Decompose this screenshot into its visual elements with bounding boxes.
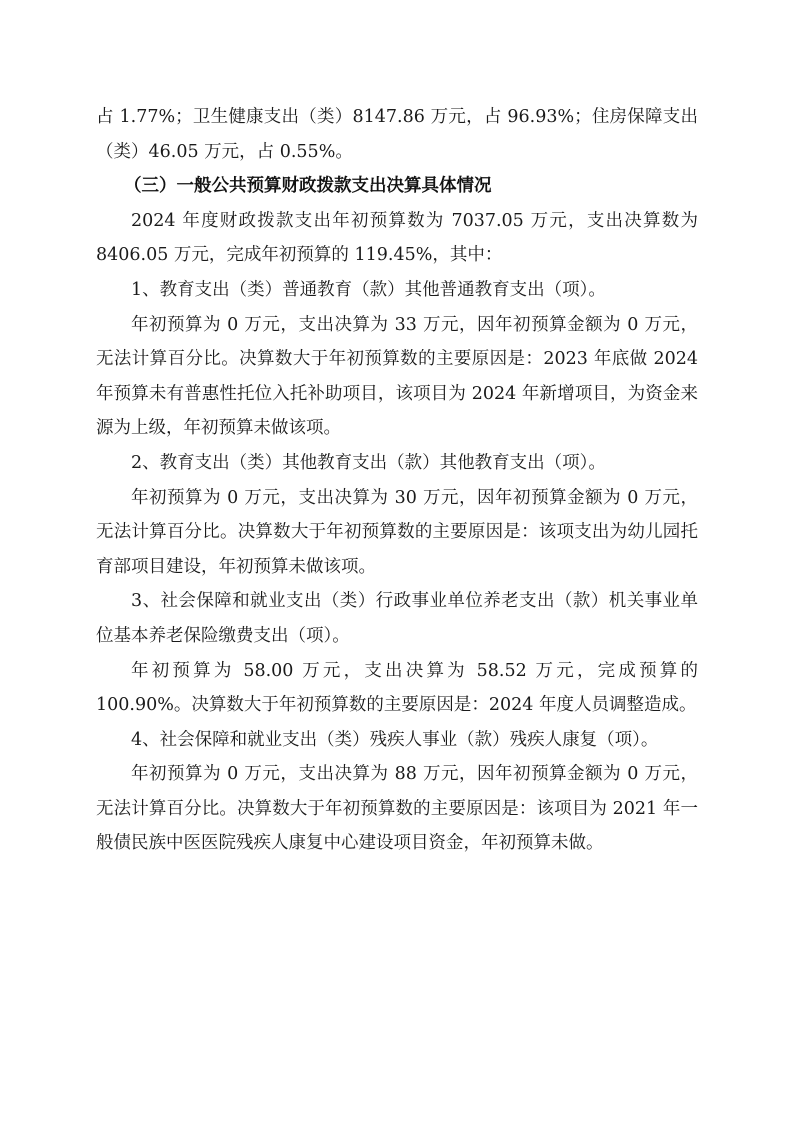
paragraph-expenditure-share: 占 1.77%；卫生健康支出（类）8147.86 万元，占 96.93%；住房保障支出（类）46.05 万元，占 0.55%。 bbox=[96, 107, 698, 162]
item-3-title: 3、社会保障和就业支出（类）行政事业单位养老支出（款）机关事业单位基本养老保险缴费支出（项）。 bbox=[96, 591, 698, 646]
item-2-detail: 年初预算为 0 万元，支出决算为 30 万元，因年初预算金额为 0 万元，无法计算百分比。决算数大于年初预算数的主要原因是：该项支出为幼儿园托育部项目建设，年初预算未做该项。 bbox=[96, 487, 698, 577]
item-2-title: 2、教育支出（类）其他教育支出（款）其他教育支出（项）。 bbox=[131, 452, 606, 473]
document-page bbox=[96, 100, 698, 861]
section-heading-general-budget: （三）一般公共预算财政拨款支出决算具体情况 bbox=[124, 176, 492, 197]
item-4-detail: 年初预算为 0 万元，支出决算为 88 万元，因年初预算金额为 0 万元，无法计算百分比。决算数大于年初预算数的主要原因是：该项目为 2021 年一般债民族中医医院残疾人康复中心建设项目资金，年初预算未做。 bbox=[96, 764, 698, 854]
item-1-title: 1、教育支出（类）普通教育（款）其他普通教育支出（项）。 bbox=[131, 279, 606, 300]
item-3-detail: 年初预算为 58.00 万元，支出决算为 58.52 万元，完成预算的 100.90%。决算数大于年初预算数的主要原因是：2024 年度人员调整造成。 bbox=[96, 660, 698, 716]
paragraph-budget-summary: 2024 年度财政拨款支出年初预算数为 7037.05 万元，支出决算数为 8406.05 万元，完成年初预算的 119.45%，其中： bbox=[96, 210, 698, 266]
item-1-detail: 年初预算为 0 万元，支出决算为 33 万元，因年初预算金额为 0 万元，无法计算百分比。决算数大于年初预算数的主要原因是：2023 年底做 2024 年预算未有普惠性托位入托补助项目，该项目为 2024 年新增项目，为资金来源为上级，年初预算未做该项。 bbox=[96, 314, 698, 439]
item-4-title: 4、社会保障和就业支出（类）残疾人事业（款）残疾人康复（项）。 bbox=[131, 729, 659, 750]
